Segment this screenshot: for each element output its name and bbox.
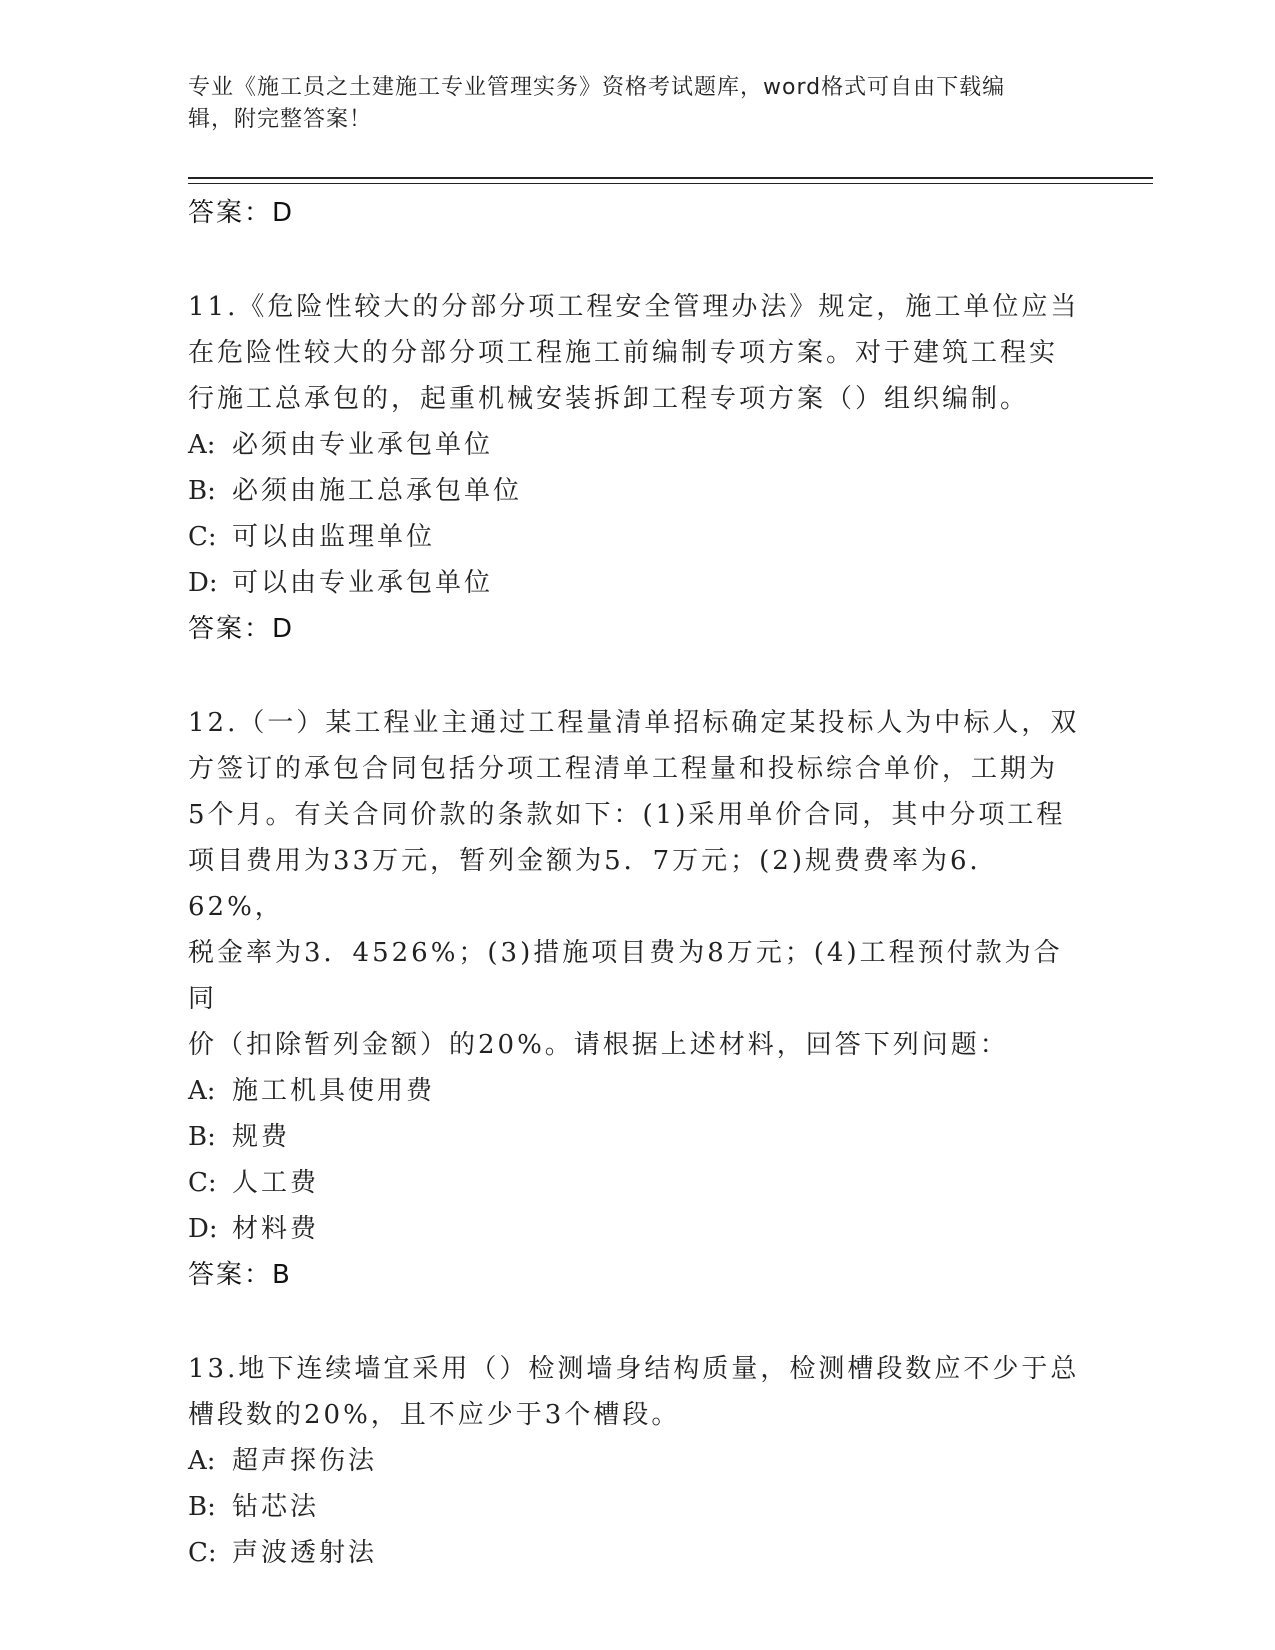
question-line: 行施工总承包的，起重机械安装拆卸工程专项方案（）组织编制。: [188, 384, 1030, 414]
option-letter: D:: [188, 1214, 218, 1244]
option-text: 必须由施工总承包单位: [232, 476, 523, 506]
option-d: [188, 1206, 1088, 1252]
option-letter: C:: [188, 522, 217, 552]
option-a: [188, 422, 1088, 468]
option-text: 施工机具使用费: [232, 1076, 436, 1106]
answer-line: 答案：B: [188, 1260, 292, 1290]
option-text: 声波透射法: [232, 1538, 378, 1568]
header-line-2: 辑，附完整答案！: [188, 107, 373, 132]
answer-line: 答案：D: [188, 614, 295, 644]
question-block: [188, 1346, 1088, 1576]
option-c: [188, 1160, 1088, 1206]
option-b: [188, 468, 1088, 514]
header-rule-thick: [188, 177, 1153, 179]
header-line-1: 专业《施工员之土建施工专业管理实务》资格考试题库，word格式可自由下载编: [188, 75, 1006, 100]
question-line: 方签订的承包合同包括分项工程清单工程量和投标综合单价，工期为: [188, 754, 1059, 784]
question-line: 槽段数的20%，且不应少于3个槽段。: [188, 1400, 681, 1430]
question-line: 项目费用为33万元，暂列金额为5．7万元；(2)规费费率为6．62%，: [188, 846, 999, 922]
question-block: [188, 700, 1088, 1298]
answer-line: 答案：D: [188, 198, 295, 228]
question-line: 5个月。有关合同价款的条款如下：(1)采用单价合同，其中分项工程: [188, 800, 1066, 830]
option-letter: B:: [188, 476, 216, 506]
option-a: [188, 1438, 1088, 1484]
option-c: [188, 1530, 1088, 1576]
option-a: [188, 1068, 1088, 1114]
option-letter: C:: [188, 1168, 217, 1198]
option-text: 可以由监理单位: [232, 522, 436, 552]
question-line: 税金率为3．4526%；(3)措施项目费为8万元；(4)工程预付款为合同: [188, 938, 1063, 1014]
option-text: 规费: [232, 1122, 291, 1152]
question-line: 12.（一）某工程业主通过工程量清单招标确定某投标人为中标人，双: [188, 708, 1080, 738]
option-text: 人工费: [232, 1168, 320, 1198]
header-rule-thin: [188, 183, 1153, 184]
question-block: [188, 284, 1088, 652]
option-letter: A:: [188, 1076, 216, 1106]
option-c: [188, 514, 1088, 560]
option-letter: C:: [188, 1538, 217, 1568]
document-header: [188, 72, 1068, 136]
question-line: 价（扣除暂列金额）的20%。请根据上述材料，回答下列问题：: [188, 1030, 1009, 1060]
document-body: [188, 190, 1088, 1576]
option-letter: A:: [188, 430, 216, 460]
option-letter: A:: [188, 1446, 216, 1476]
question-text: [188, 1346, 1088, 1438]
option-d: [188, 560, 1088, 606]
option-b: [188, 1484, 1088, 1530]
question-line: 13.地下连续墙宜采用（）检测墙身结构质量，检测槽段数应不少于总: [188, 1354, 1080, 1384]
option-text: 可以由专业承包单位: [232, 568, 494, 598]
option-text: 必须由专业承包单位: [232, 430, 494, 460]
question-text: [188, 284, 1088, 422]
option-letter: D:: [188, 568, 218, 598]
option-letter: B:: [188, 1122, 216, 1152]
question-line: 11.《危险性较大的分部分项工程安全管理办法》规定，施工单位应当: [188, 292, 1080, 322]
question-line: 在危险性较大的分部分项工程施工前编制专项方案。对于建筑工程实: [188, 338, 1059, 368]
option-text: 材料费: [232, 1214, 320, 1244]
question-text: [188, 700, 1088, 1068]
option-text: 超声探伤法: [232, 1446, 378, 1476]
option-b: [188, 1114, 1088, 1160]
option-text: 钻芯法: [232, 1492, 320, 1522]
option-letter: B:: [188, 1492, 216, 1522]
